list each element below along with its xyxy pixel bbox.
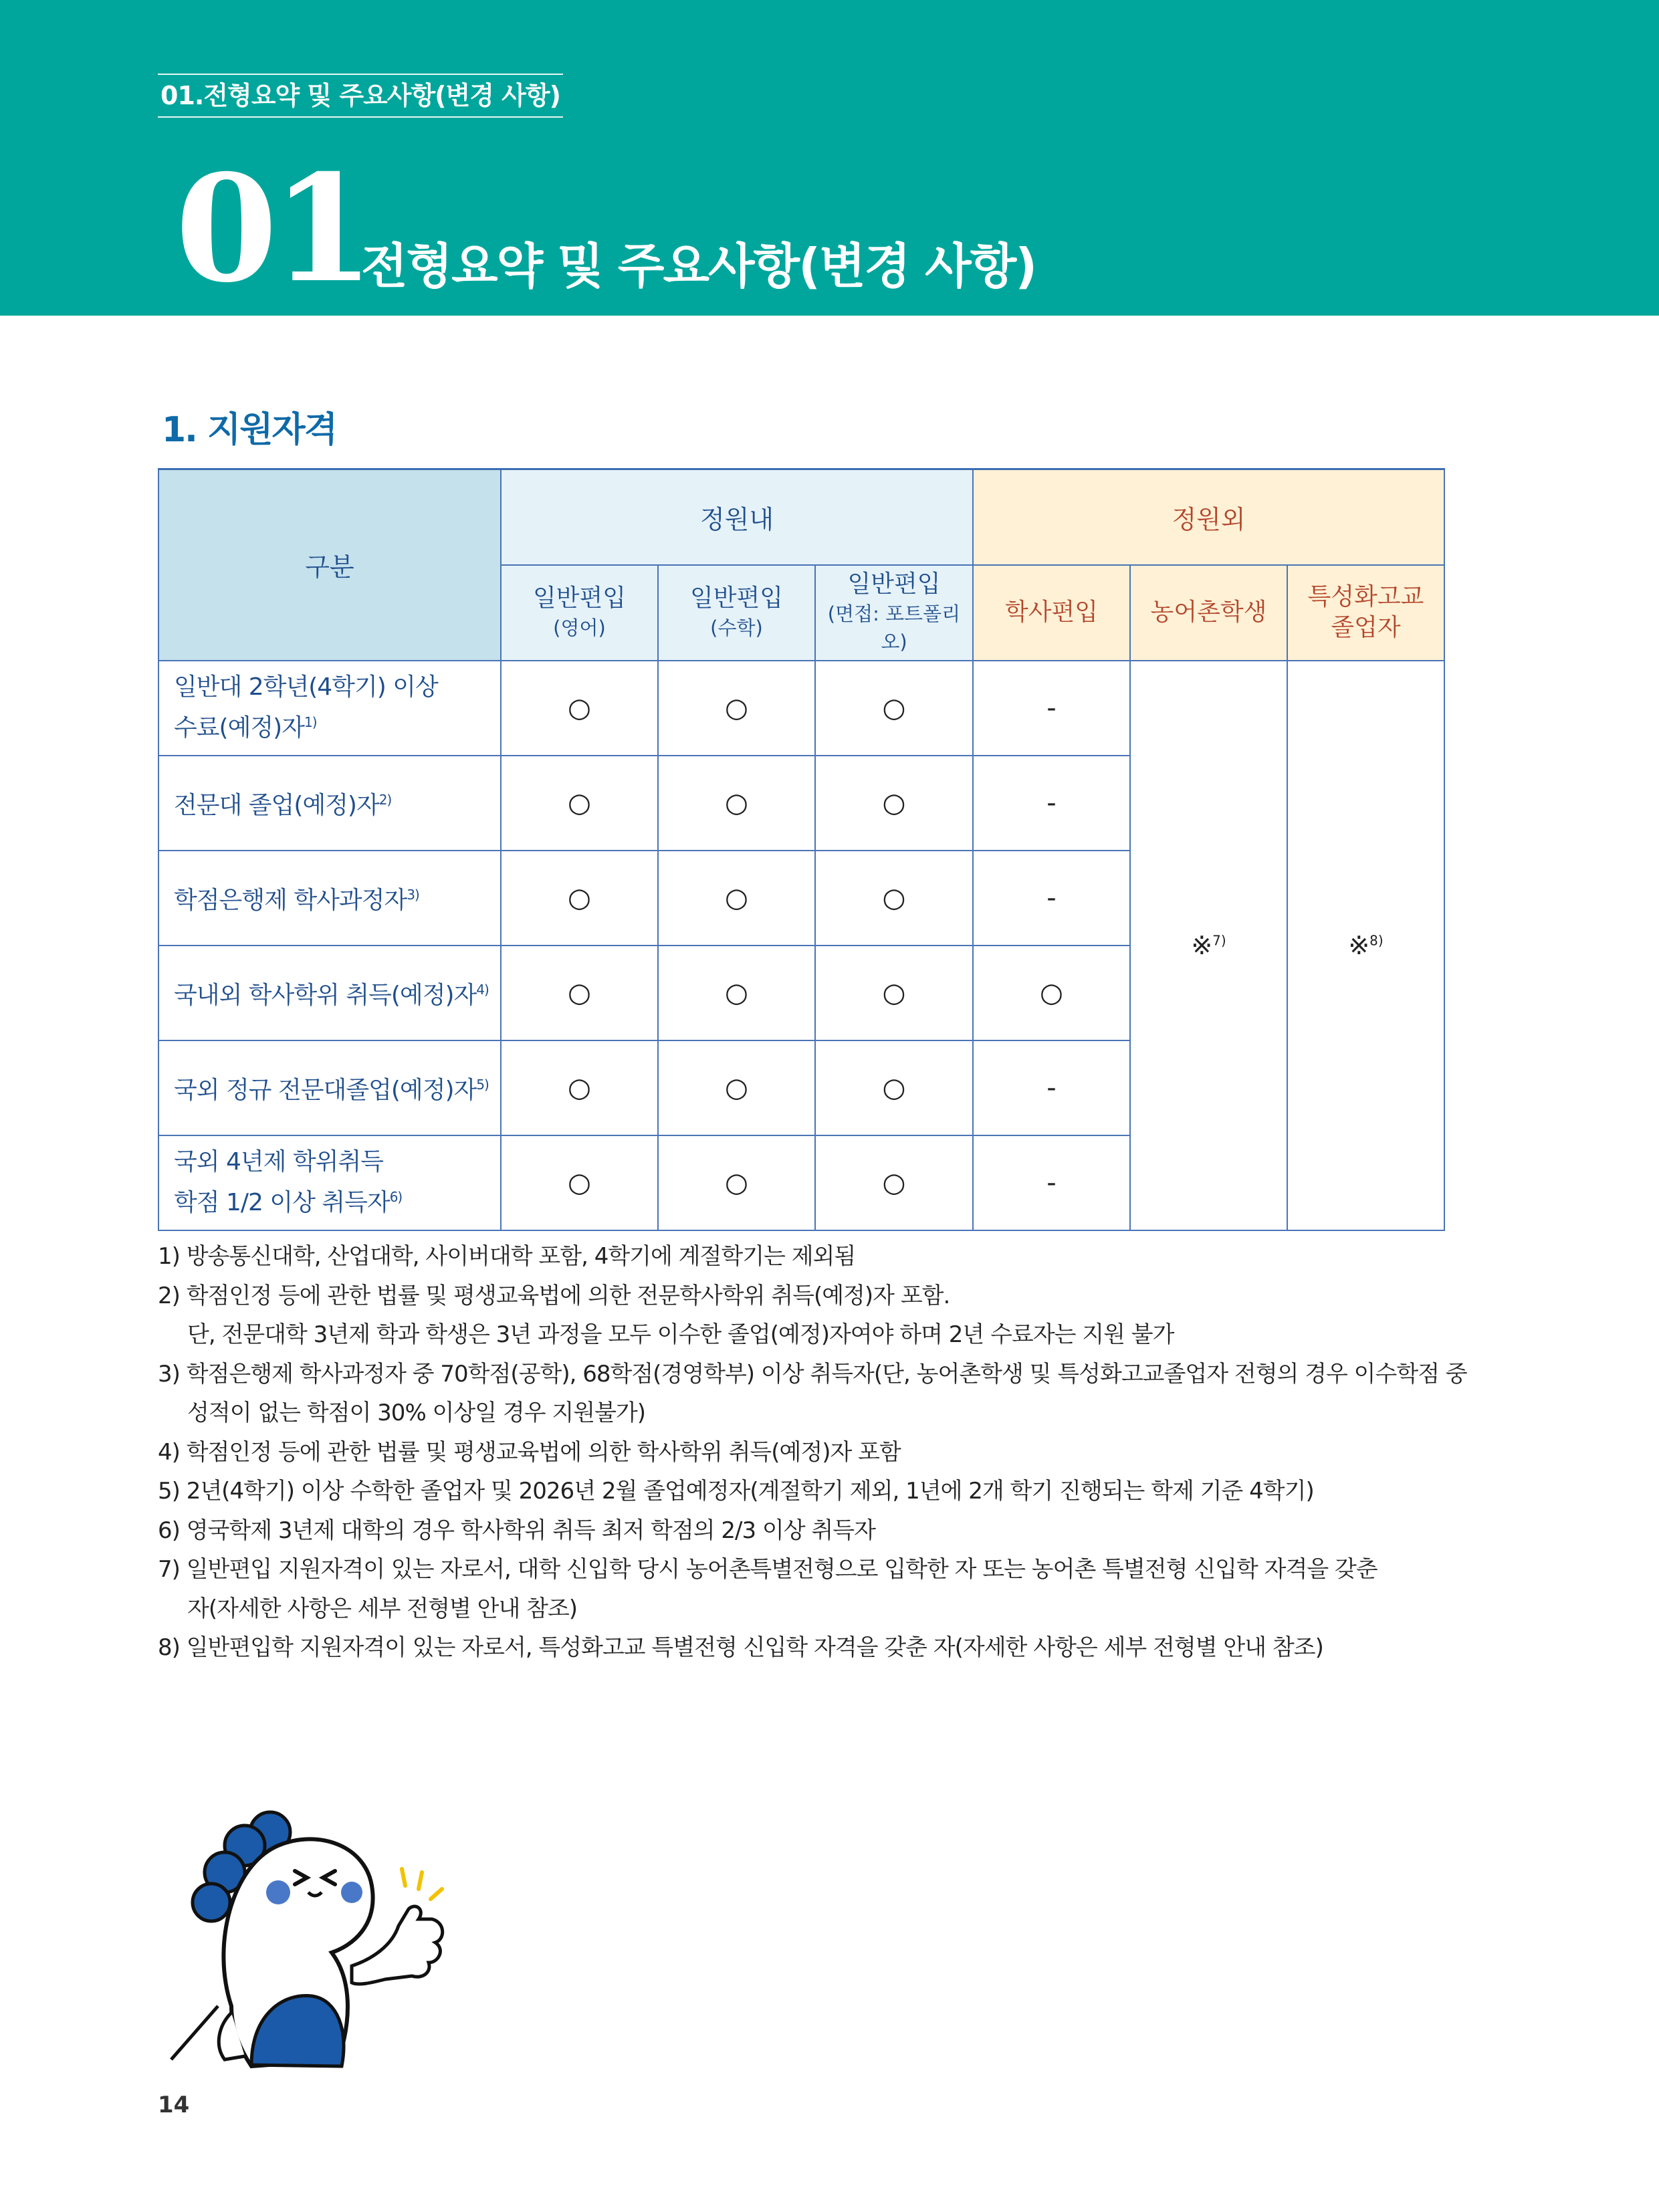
table-cell: ○ [501,1040,658,1135]
footnote-4: 4) 학점인정 등에 관한 법률 및 평생교육법에 의한 학사학위 취득(예정)자 포함 [158,1438,901,1466]
chapter-header [0,0,1659,316]
table-cell: ○ [658,946,815,1040]
footnote-1: 1) 방송통신대학, 산업대학, 사이버대학 포함, 4학기에 계절학기는 제외됨 [158,1243,856,1270]
eligibility-table [158,468,1445,1231]
row-label: 국외 4년제 학위취득 학점 1/2 이상 취득자$^{6)}$ [158,1135,501,1230]
section-title: 1. 지원자격 [162,410,336,450]
table-cell: ○ [815,1135,973,1230]
table-cell: - [973,1040,1130,1135]
footnote-6: 6) 영국학제 3년제 대학의 경우 학사학위 취득 최저 학점의 2/3 이상 취득자 [158,1517,875,1544]
breadcrumb: 01.전형요약 및 주요사항(변경 사항) [158,74,563,118]
footnote-2: 2) 학점인정 등에 관한 법률 및 평생교육법에 의한 전문학사학위 취득(예정)자 포함. [158,1282,950,1309]
table-cell: ○ [501,946,658,1040]
header-general-portfolio: 일반편입 (면접: 포트폴리오) [815,565,973,661]
footnote-3: 3) 학점은행제 학사과정자 중 70학점(공학), 68학점(경영학부) 이상 취득자(단, 농어촌학생 및 특성화고교졸업자 전형의 경우 이수학점 중 [158,1360,1467,1388]
table-cell: ○ [658,1040,815,1135]
footnote-5: 5) 2년(4학기) 이상 수학한 졸업자 및 2026년 2월 졸업예정자(계절학기 제외, 1년에 2개 학기 진행되는 학제 기준 4학기) [158,1478,1314,1505]
merged-rural-cell: ※$^{7)}$ [1130,661,1287,1230]
table-cell: ○ [501,756,658,851]
header-specialized-hs: 특성화고교 졸업자 [1287,565,1444,661]
header-group-outer: 정원외 [973,469,1444,565]
merged-specialized-cell: ※$^{8)}$ [1287,661,1444,1230]
table-cell: ○ [815,851,973,946]
table-cell: ○ [815,661,973,756]
table-cell: ○ [815,756,973,851]
footnotes [158,1237,1467,1668]
page-number: 14 [158,2092,190,2118]
row-label: 학점은행제 학사과정자$^{3)}$ [158,851,501,946]
header-general-math: 일반편입 (수학) [658,565,815,661]
header-rural-student: 농어촌학생 [1130,565,1287,661]
table-cell: ○ [815,946,973,1040]
chapter-number: 01 [175,142,370,315]
table-cell: ○ [658,851,815,946]
footnote-2-cont: 단, 전문대학 3년제 학과 학생은 3년 과정을 모두 이수한 졸업(예정)자여야 하며 2년 수료자는 지원 불가 [187,1321,1174,1348]
table-cell: ○ [973,946,1130,1040]
mascot-illustration [151,1792,465,2073]
table-cell: - [973,851,1130,946]
table-cell: ○ [658,1135,815,1230]
header-group-inner: 정원내 [501,469,973,565]
row-label: 전문대 졸업(예정)자$^{2)}$ [158,756,501,851]
row-label: 일반대 2학년(4학기) 이상 수료(예정)자$^{1)}$ [158,661,501,756]
footnote-3-cont: 성적이 없는 학점이 30% 이상일 경우 지원불가) [187,1400,646,1426]
table-cell: - [973,756,1130,851]
table-cell: ○ [658,661,815,756]
table-row [158,661,1444,756]
footnote-7: 7) 일반편입 지원자격이 있는 자로서, 대학 신입학 당시 농어촌특별전형으로 입학한 자 또는 농어촌 특별전형 신입학 자격을 갖춘 [158,1556,1377,1583]
footnote-8: 8) 일반편입학 지원자격이 있는 자로서, 특성화고교 특별전형 신입학 자격을 갖춘 자(자세한 사항은 세부 전형별 안내 참조) [158,1634,1323,1661]
row-label: 국외 정규 전문대졸업(예정)자$^{5)}$ [158,1040,501,1135]
table-cell: - [973,661,1130,756]
table-cell: ○ [501,1135,658,1230]
header-general-english: 일반편입 (영어) [501,565,658,661]
table-cell: ○ [658,756,815,851]
table-cell: - [973,1135,1130,1230]
footnote-7-cont: 자(자세한 사항은 세부 전형별 안내 참조) [187,1595,578,1622]
table-cell: ○ [815,1040,973,1135]
table-cell: ○ [501,851,658,946]
header-bachelor-transfer: 학사편입 [973,565,1130,661]
table-cell: ○ [501,661,658,756]
chapter-title: 전형요약 및 주요사항(변경 사항) [361,238,1036,294]
header-gubun: 구분 [158,469,501,661]
row-label: 국내외 학사학위 취득(예정)자$^{4)}$ [158,946,501,1040]
